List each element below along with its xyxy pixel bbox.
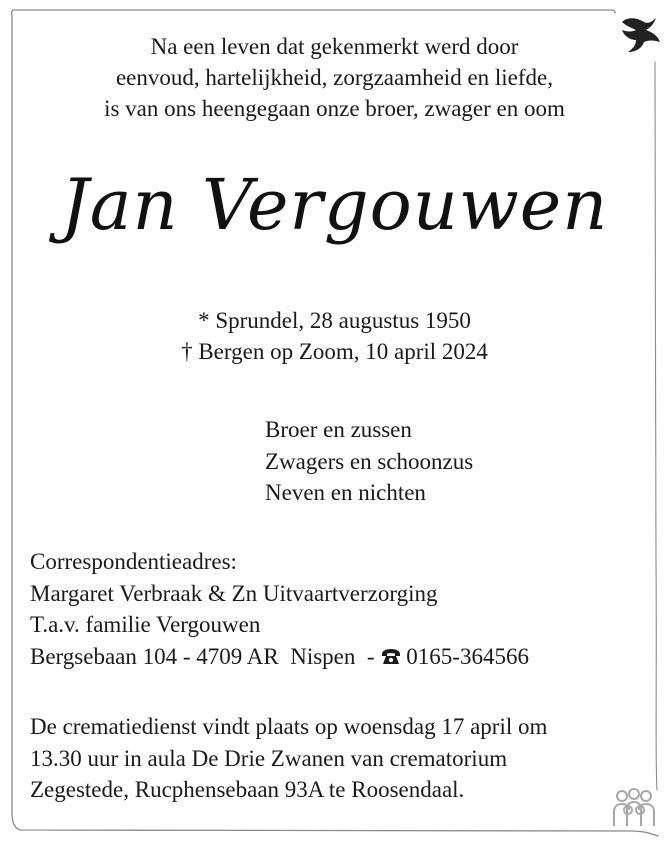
correspondence-company: Margaret Verbraak & Zn Uitvaartverzorging [30, 581, 438, 606]
deceased-name: Jan Vergouwen [60, 164, 609, 246]
intro-line-2: eenvoud, hartelijkheid, zorgzaamheid en liefde, [115, 65, 554, 90]
service-line-1: De crematiedienst vindt plaats op woensdag 17 april om [30, 714, 548, 739]
birth-date: * Sprundel, 28 augustus 1950 [198, 308, 471, 333]
correspondence-phone: 0165-364566 [406, 644, 529, 669]
family-line-3: Neven en nichten [265, 480, 426, 505]
family-line-2: Zwagers en schoonzus [265, 449, 474, 474]
correspondence-address: Bergsebaan 104 - 4709 AR Nispen - [30, 644, 381, 669]
service-line-3: Zegestede, Rucphensebaan 93A te Roosendaal. [30, 777, 465, 802]
intro-line-1: Na een leven dat gekenmerkt werd door [150, 34, 519, 59]
death-date: † Bergen op Zoom, 10 april 2024 [181, 339, 488, 364]
people-group-icon [609, 788, 659, 828]
correspondence-attn: T.a.v. familie Vergouwen [30, 612, 261, 637]
service-line-2: 13.30 uur in aula De Drie Zwanen van crematorium [30, 746, 508, 771]
phone-icon [380, 648, 402, 666]
correspondence-heading: Correspondentieadres: [30, 549, 237, 574]
family-line-1: Broer en zussen [265, 417, 412, 442]
intro-line-3: is van ons heengegaan onze broer, zwager en oom [104, 96, 565, 121]
correspondence-address-line [30, 641, 529, 672]
